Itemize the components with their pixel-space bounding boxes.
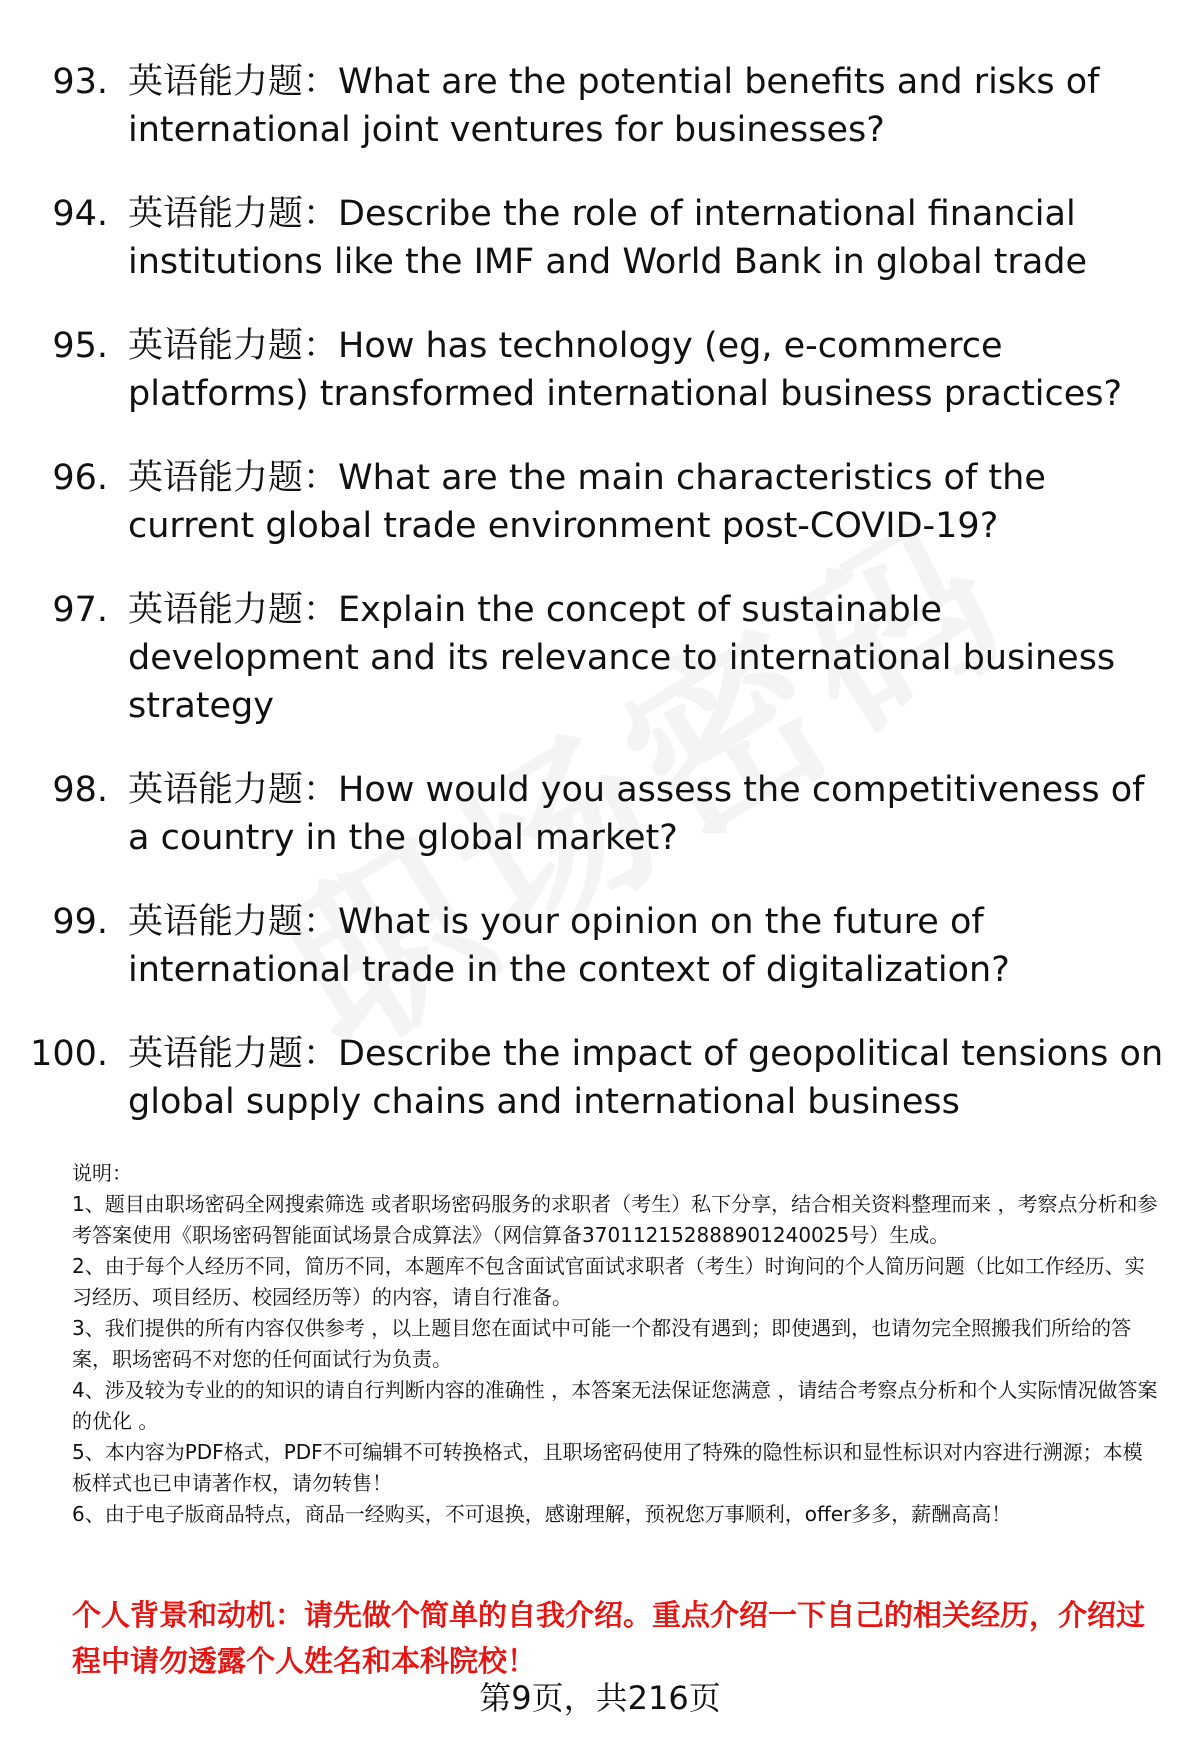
- question-item: [0, 322, 1168, 418]
- question-number: 99.: [52, 902, 108, 942]
- question-text: 英语能力题：How has technology (eg, e-commerce platforms) transformed international business practices?: [128, 326, 1123, 414]
- question-text: 英语能力题：What is your opinion on the future of international trade in the context of digitalization?: [128, 902, 1010, 990]
- note-item: 4、涉及较为专业的的知识的请自行判断内容的准确性 ，本答案无法保证您满意 ，请结合考察点分析和个人实际情况做答案的优化 。: [72, 1378, 1158, 1433]
- question-item: [0, 190, 1168, 286]
- question-number: 97.: [52, 590, 108, 630]
- question-text: 英语能力题：How would you assess the competitiveness of a country in the global market?: [128, 770, 1145, 858]
- notes-heading: 说明：: [72, 1161, 132, 1185]
- question-number: 93.: [52, 62, 108, 102]
- question-item: [0, 58, 1168, 154]
- question-number: 98.: [52, 770, 108, 810]
- page-number: 第9页，共216页: [479, 1679, 721, 1717]
- question-number: 100.: [30, 1034, 108, 1074]
- question-text: 英语能力题：What are the potential benefits and risks of international joint ventures for businesses?: [128, 62, 1100, 150]
- question-number: 94.: [52, 194, 108, 234]
- highlight-question: 个人背景和动机：请先做个简单的自我介绍。重点介绍一下自己的相关经历，介绍过程中请勿透露个人姓名和本科院校！: [72, 1598, 1146, 1678]
- question-item: [0, 586, 1168, 730]
- question-item: [0, 766, 1168, 862]
- note-item: 6、由于电子版商品特点，商品一经购买，不可退换，感谢理解，预祝您万事顺利，offer多多，薪酬高高！: [72, 1502, 1012, 1526]
- question-item: [0, 454, 1168, 550]
- question-number: 95.: [52, 326, 108, 366]
- question-item: [0, 1030, 1168, 1126]
- note-item: 2、由于每个人经历不同，简历不同，本题库不包含面试官面试求职者（考生）时询问的个人简历问题（比如工作经历、实习经历、项目经历、校园经历等）的内容，请自行准备。: [72, 1254, 1145, 1309]
- question-text: 英语能力题：Explain the concept of sustainable development and its relevance to international business strategy: [128, 590, 1116, 726]
- note-item: 3、我们提供的所有内容仅供参考 ，以上题目您在面试中可能一个都没有遇到；即使遇到，也请勿完全照搬我们所给的答案，职场密码不对您的任何面试行为负责。: [72, 1316, 1132, 1371]
- question-text: 英语能力题：What are the main characteristics of the current global trade environment post-COVID-19?: [128, 458, 1046, 546]
- note-item: 5、本内容为PDF格式，PDF不可编辑不可转换格式，且职场密码使用了特殊的隐性标识和显性标识对内容进行溯源；本模板样式也已申请著作权，请勿转售！: [72, 1440, 1143, 1495]
- notes-section: [72, 1158, 1162, 1530]
- note-item: 1、题目由职场密码全网搜索筛选 或者职场密码服务的求职者（考生）私下分享，结合相关资料整理而来 ，考察点分析和参考答案使用《职场密码智能面试场景合成算法》（网信算备370112152888901240025号）生成。: [72, 1192, 1158, 1247]
- question-number: 96.: [52, 458, 108, 498]
- question-list: [0, 58, 1200, 1162]
- question-text: 英语能力题：Describe the role of international financial institutions like the IMF and World Bank in global trade: [128, 194, 1088, 282]
- question-item: [0, 898, 1168, 994]
- question-text: 英语能力题：Describe the impact of geopolitical tensions on global supply chains and international business: [128, 1034, 1164, 1122]
